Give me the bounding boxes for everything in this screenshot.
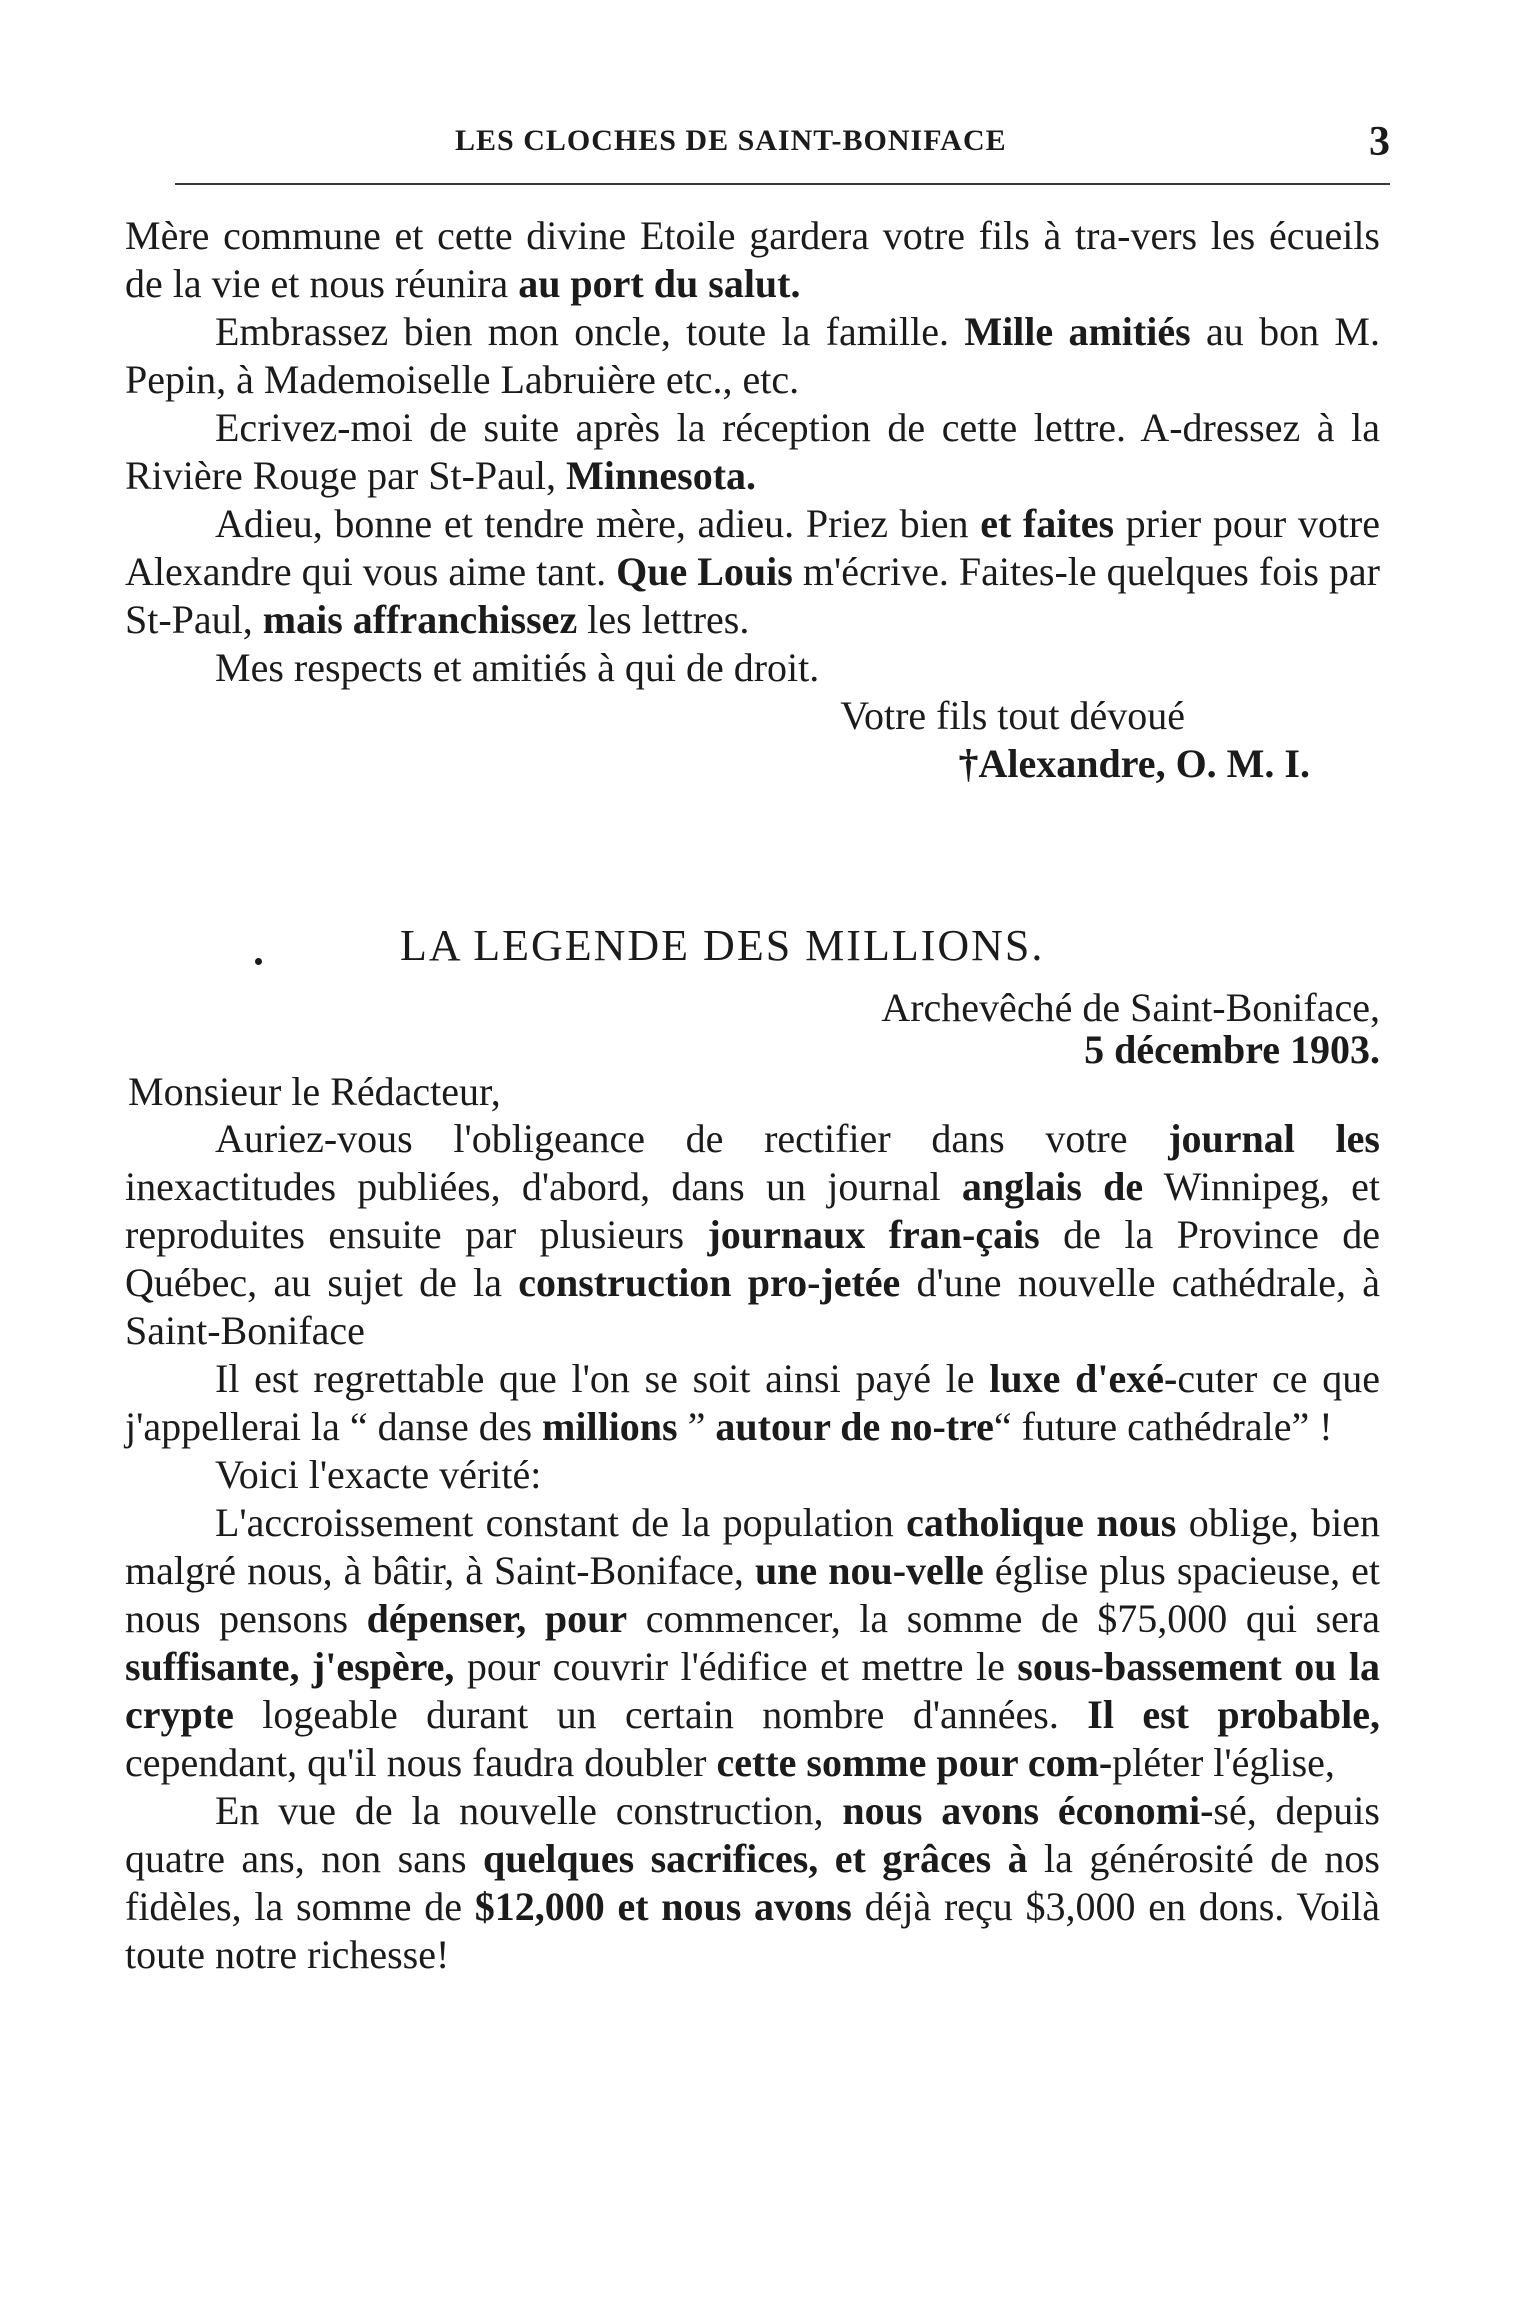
running-head [150,118,1390,168]
letter-paragraph: Embrassez bien mon oncle, toute la famille. Mille amitiés au bon M. Pepin, à Mademoiselle Labruière etc., etc. [125,309,1380,402]
article-paragraph: L'accroissement constant de la population catholique nous oblige, bien malgré nous, à bâtir, à Saint-Boniface, une nou-velle église plus spacieuse, et nous pensons dépenser, pour commencer, la somme de $75,000 qui sera suffisante, j'espère, pour couvrir l'édifice et mettre le sous-bassement ou la crypte logeable durant un certain nombre d'années. Il est probable, cependant, qu'il nous faudra doubler cette somme pour com-pléter l'église, [125,1500,1380,1785]
article-paragraph: Voici l'exacte vérité: [215,1452,542,1497]
article-paragraph: Auriez-vous l'obligeance de rectifier dans votre journal les inexactitudes publiées, d'abord, dans un journal anglais de Winnipeg, et reproduites ensuite par plusieurs journaux fran-çais de la Province de Québec, au sujet de la construction pro-jetée d'une nouvelle cathédrale, à Saint-Boniface [125,1116,1380,1353]
letter-signature: †Alexandre, O. M. I. [958,741,1310,786]
page-number: 3 [1369,119,1390,165]
letter-paragraph: Mère commune et cette divine Etoile gardera votre fils à tra-vers les écueils de la vie et nous réunira au port du salut. [125,213,1380,306]
letter-paragraph: Adieu, bonne et tendre mère, adieu. Priez bien et faites prier pour votre Alexandre qui vous aime tant. Que Louis m'écrive. Faites-le quelques fois par St-Paul, mais affranchissez les lettres. [125,501,1381,642]
article-dateline-place: Archevêché de Saint-Boniface, [881,985,1380,1030]
header-rule [175,183,1390,185]
article-paragraph: Il est regrettable que l'on se soit ainsi payé le luxe d'exé-cuter ce que j'appellerai la “ danse des millions ” autour de no-tre“ future cathédrale” ! [125,1356,1380,1449]
article-salutation: Monsieur le Rédacteur, [128,1069,501,1114]
running-title: LES CLOCHES DE SAINT-BONIFACE [455,124,1007,157]
letter-paragraph: Ecrivez-moi de suite après la réception de cette lettre. A-dressez à la Rivière Rouge par St-Paul, Minnesota. [125,405,1380,498]
article-title: LA LEGENDE DES MILLIONS. [400,921,1045,970]
letter-paragraph: Mes respects et amitiés à qui de droit. [215,645,820,690]
margin-dot [255,958,262,965]
article-paragraph: En vue de la nouvelle construction, nous avons économi-sé, depuis quatre ans, non sans quelques sacrifices, et grâces à la générosité de nos fidèles, la somme de $12,000 et nous avons déjà reçu $3,000 en dons. Voilà toute notre richesse! [125,1788,1380,1977]
letter-body [125,212,1380,788]
letter-closing: Votre fils tout dévoué [840,693,1185,738]
article-dateline-date: 5 décembre 1903. [1084,1027,1380,1072]
article-body [125,1115,1380,1979]
